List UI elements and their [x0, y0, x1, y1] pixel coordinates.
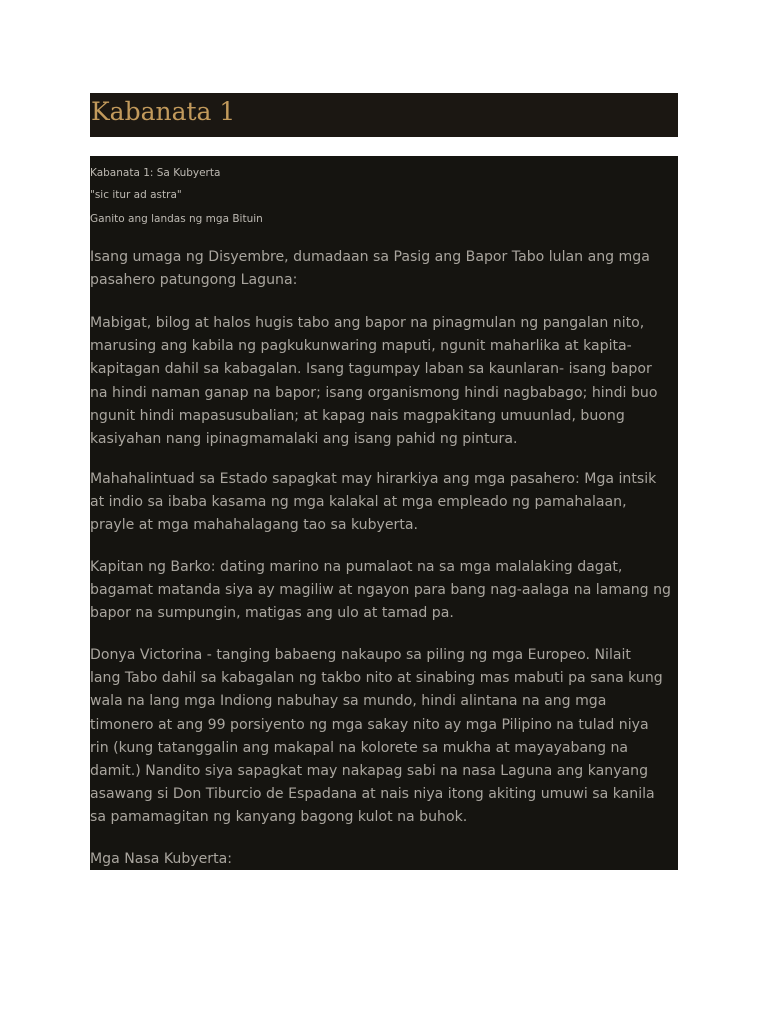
- chapter-title-bar: [90, 93, 678, 137]
- paragraph-kapitan: Kapitan ng Barko: dating marino na pumalaot na sa mga malalaking dagat, bagamat matanda siya ay magiliw at ngayon para bang nag-aalaga na lamang ng bapor na sumpungin, matigas ang ulo at tamad pa.: [90, 559, 671, 622]
- paragraph-mga-nasa-kubyerta: Mga Nasa Kubyerta:: [90, 851, 232, 867]
- chapter-content: [90, 156, 678, 870]
- paragraph-estado: Mahahalintuad sa Estado sapagkat may hirarkiya ang mga pasahero: Mga intsik at indio sa ibaba kasama ng mga kalakal at mga empleado ng pamahalaan, prayle at mga mahahalagang tao sa kubyerta.: [90, 471, 657, 534]
- paragraph-bapor-tabo: Mabigat, bilog at halos hugis tabo ang bapor na pinagmulan ng pangalan nito, marusing ang kabila ng pagkukunwaring maputi, ngunit maharlika at kapita- kapitagan dahil sa kabagalan. Isang tagumpay laban sa kaunlaran- isang bapor na hindi naman ganap na bapor; isang organismong hindi nagbabago; hindi buo ngunit hindi mapasusubalian; at kapag nais magpakitang umuunlad, buong kasiyahan nang ipinagmamalaki ang isang pahid ng pintura.: [90, 315, 658, 448]
- page-title: Kabanata 1: [91, 97, 236, 126]
- quote-translation: Ganito ang landas ng mga Bituin: [90, 213, 263, 225]
- paragraph-donya-victorina: Donya Victorina - tanging babaeng nakaupo sa piling ng mga Europeo. Nilait lang Tabo dahil sa kabagalan ng takbo nito at sinabing mas mabuti pa sana kung wala na lang mga Indiong nabuhay sa mundo, hindi alintana na ang mga timonero at ang 99 porsiyento ng mga sakay nito ay mga Pilipino na tulad niya rin (kung tatanggalin ang makapal na kolorete sa mukha at mayayabang na damit.) Nandito siya sapagkat may nakapag sabi na nasa Laguna ang kanyang asawang si Don Tiburcio de Espadana at nais niya itong akiting umuwi sa kanila sa pamamagitan ng kanyang bagong kulot na buhok.: [90, 647, 663, 826]
- chapter-subtitle: Kabanata 1: Sa Kubyerta: [90, 167, 221, 179]
- latin-quote: "sic itur ad astra": [90, 189, 182, 201]
- paragraph-intro: Isang umaga ng Disyembre, dumadaan sa Pasig ang Bapor Tabo lulan ang mga pasahero patungong Laguna:: [90, 249, 650, 289]
